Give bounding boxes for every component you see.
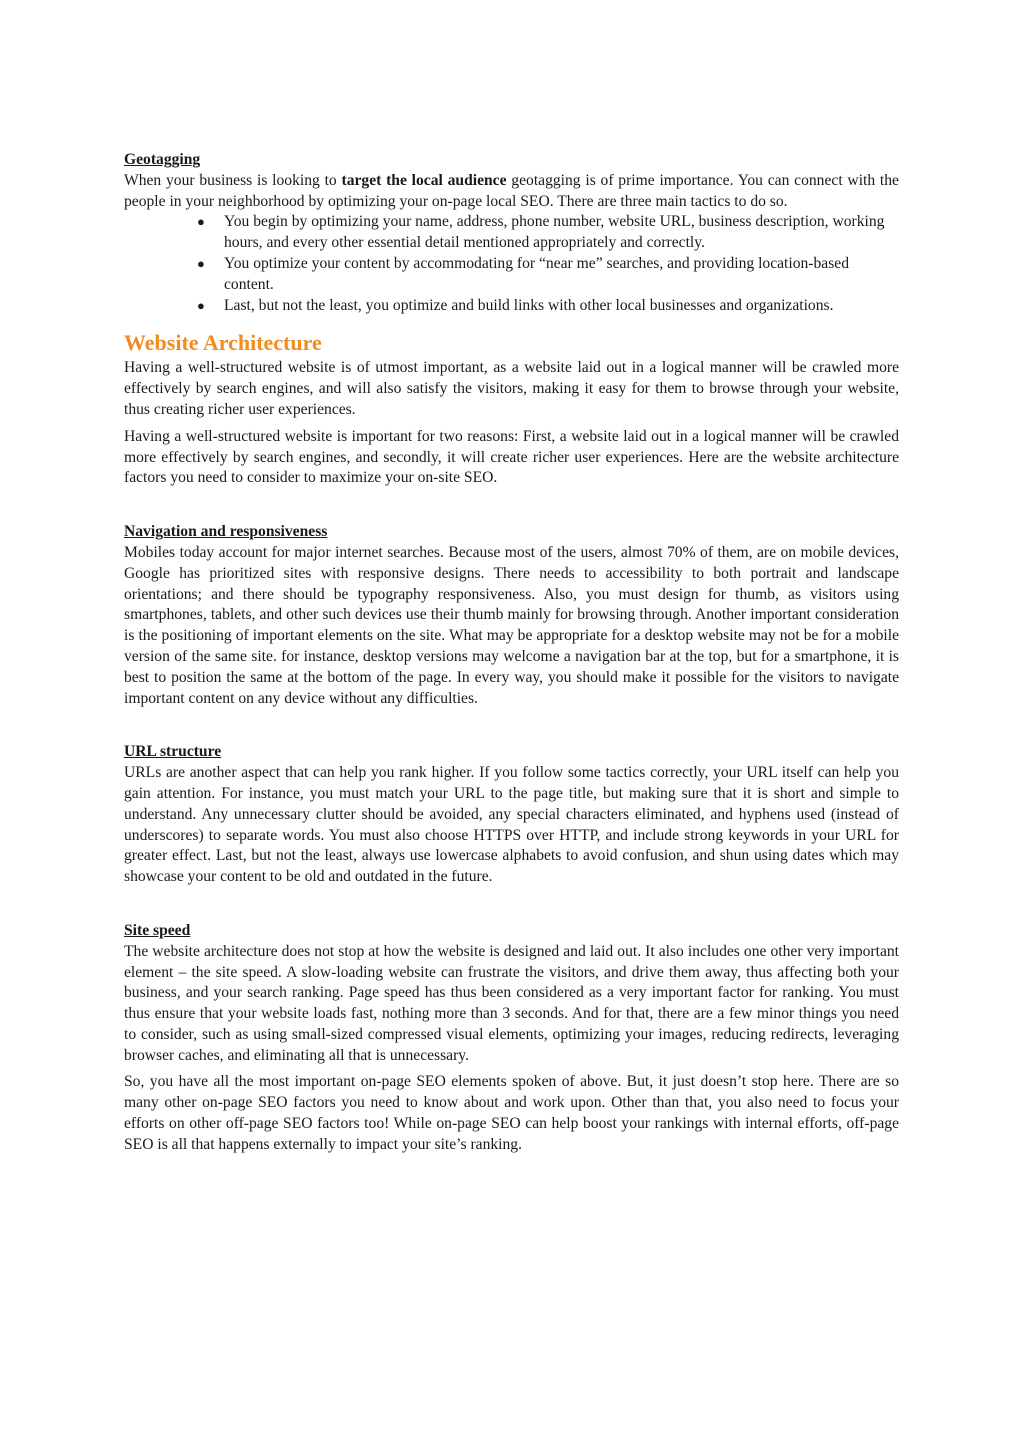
geotagging-tactics-list — [124, 212, 899, 316]
site-speed-heading: Site speed — [124, 921, 191, 939]
website-architecture-title: Website Architecture — [124, 330, 322, 356]
document-page — [124, 150, 899, 1156]
list-item — [197, 296, 899, 317]
geotagging-intro-text: When your business is looking to — [124, 171, 342, 189]
closing-paragraph: So, you have all the most important on-page SEO elements spoken of above. But, it just doesn’t stop here. There are so many other on-page SEO factors you need to know about and work upon. Other than that, you also need to focus your efforts on other off-page SEO factors too! While on-page SEO can help boost your rankings with internal efforts, off-page SEO is all that happens externally to impact your site’s ranking. — [124, 1073, 899, 1153]
list-item — [197, 212, 899, 254]
url-structure-paragraph: URLs are another aspect that can help you rank higher. If you follow some tactics correctly, your URL itself can help you gain attention. For instance, you must match your URL to the page title, but making sure that it is short and simple to understand. Any unnecessary clutter should be avoided, any special characters eliminated, and hyphens used (instead of underscores) to separate words. You must also choose HTTPS over HTTP, and include strong keywords in your URL for greater effect. Last, but not the least, always use lowercase alphabets to avoid confusion, and shun using dates which may showcase your content to be old and outdated in the future. — [124, 764, 899, 886]
site-speed-paragraph: The website architecture does not stop at how the website is designed and laid out. It also includes one other very important element – the site speed. A slow-loading website can frustrate the visitors, and drive them away, thus affecting both your business, and your search ranking. Page speed has thus been considered as a very important factor for ranking. You must thus ensure that your website loads fast, nothing more than 3 seconds. And for that, there are a few minor things you need to consider, such as using small-sized compressed visual elements, optimizing your images, reducing redirects, leveraging browser caches, and eliminating all that is unnecessary. — [124, 942, 899, 1064]
list-item-text: You begin by optimizing your name, address, phone number, website URL, business description, working hours, and every other essential detail mentioned appropriately and correctly. — [224, 213, 885, 252]
list-item-text: You optimize your content by accommodating for “near me” searches, and providing location-based content. — [224, 254, 850, 293]
bullet-icon: ● — [197, 255, 205, 271]
architecture-paragraph-1: Having a well-structured website is of utmost important, as a website laid out in a logical manner will be crawled more effectively by search engines, and will also satisfy the visitors, making it easy for them to browse through your website, thus creating richer user experiences. — [124, 359, 899, 418]
navigation-heading: Navigation and responsiveness — [124, 523, 328, 541]
url-structure-heading: URL structure — [124, 743, 222, 761]
bullet-icon: ● — [197, 214, 205, 230]
architecture-paragraph-2: Having a well-structured website is important for two reasons: First, a website laid out in a logical manner will be crawled more effectively by search engines, and secondly, it will create richer user experiences. Here are the website architecture factors you need to consider to maximize your on-site SEO. — [124, 427, 899, 487]
bullet-icon: ● — [197, 297, 205, 313]
geotagging-intro-text-rest: geotagging is of prime importance. You can connect with the people in your neighborhood by optimizing your on-page local SEO. There are three main tactics to do so. — [124, 171, 899, 210]
navigation-paragraph: Mobiles today account for major internet searches. Because most of the users, almost 70% of them, are on mobile devices, Google has prioritized sites with responsive designs. There needs to accessibility to both portrait and landscape orientations; and there should be typography responsiveness. Also, you must design for thumb, as visitors using smartphones, tablets, and other such devices use their thumb mainly for browsing through. Another important consideration is the positioning of important elements on the site. What may be appropriate for a desktop website may not be for a mobile version of the same site. for instance, desktop versions may welcome a navigation bar at the top, but for a smartphone, it is best to position the same at the bottom of the page. In every way, you should make it possible for the visitors to navigate important content on any device without any difficulties. — [124, 543, 899, 707]
geotagging-intro-bold: target the local audience — [341, 171, 507, 189]
list-item — [197, 254, 899, 296]
geotagging-heading: Geotagging — [124, 151, 201, 168]
geotagging-intro — [124, 171, 899, 213]
list-item-text: Last, but not the least, you optimize and build links with other local businesses and organizations. — [224, 296, 834, 314]
